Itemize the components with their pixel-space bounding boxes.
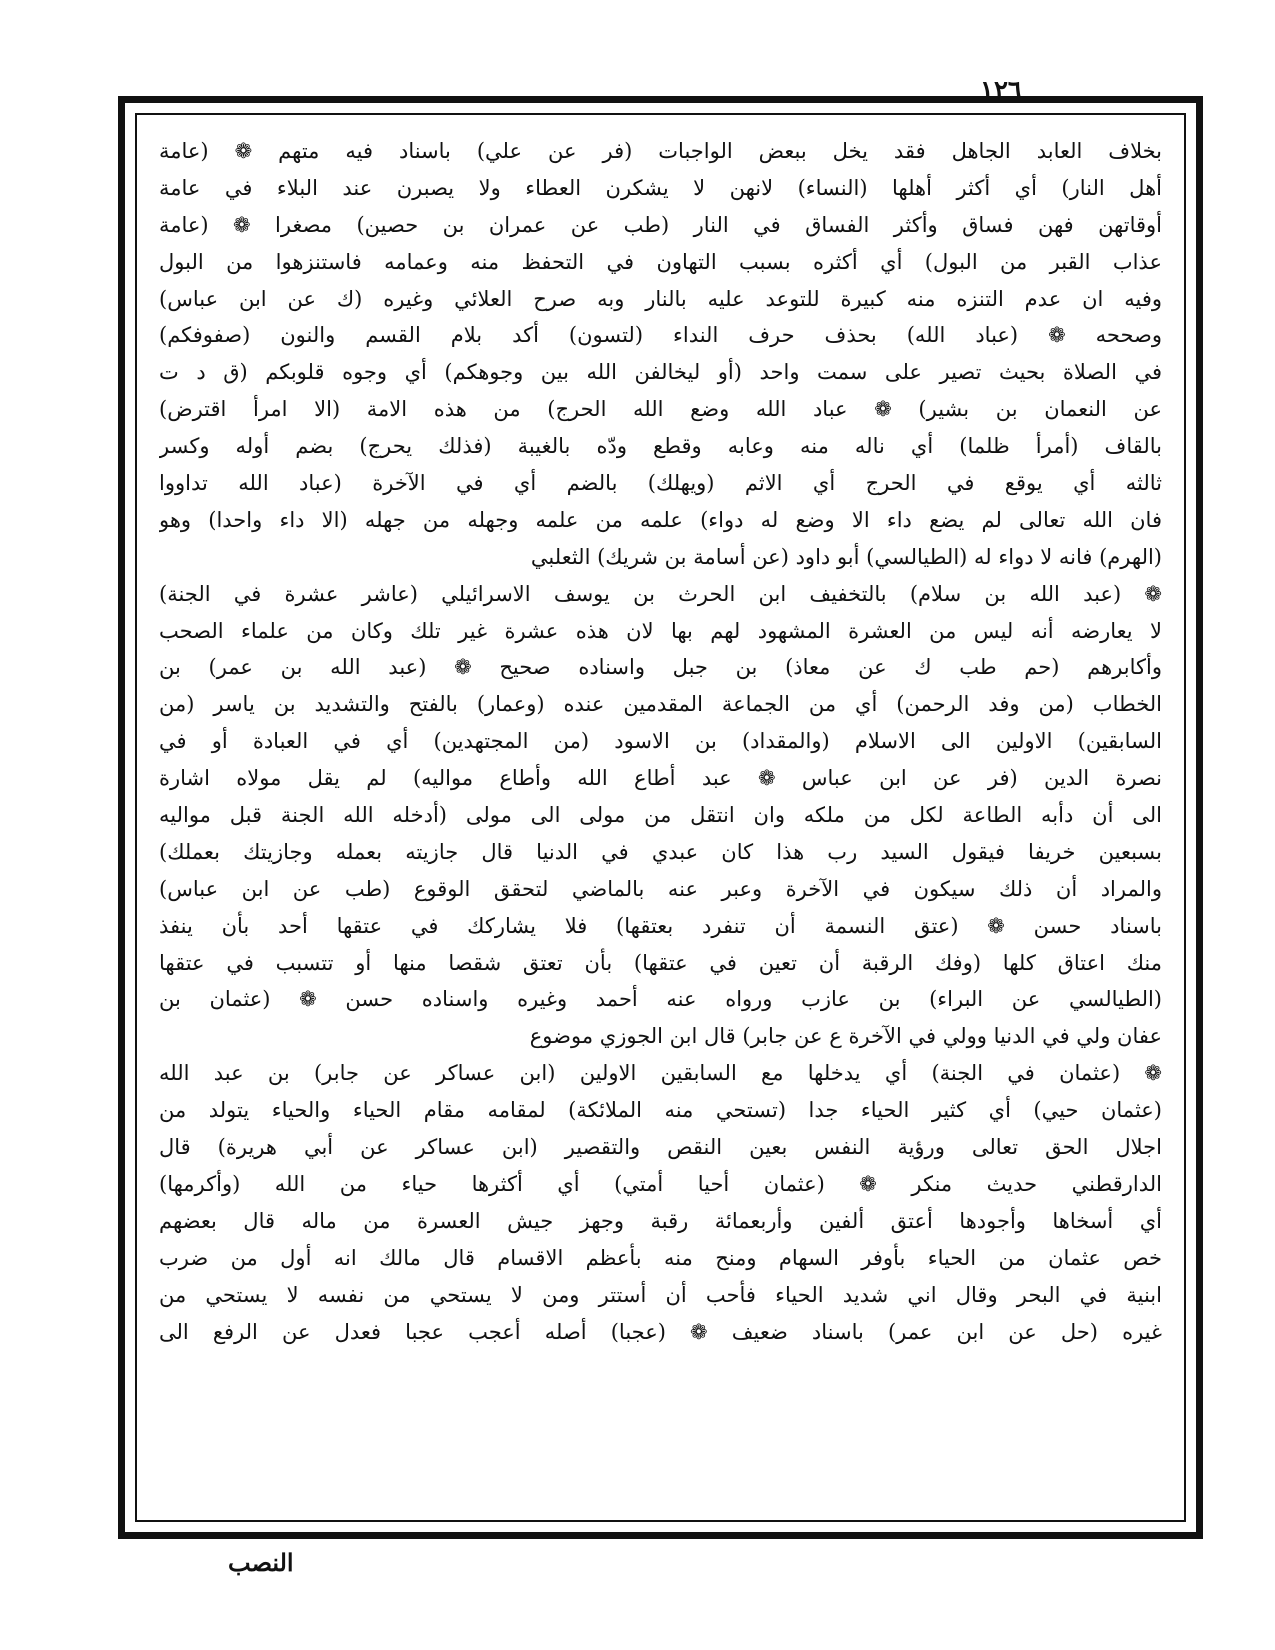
text-body <box>159 133 1162 1506</box>
text-line: السابقين) الاولين الى الاسلام (والمقداد) بن الاسود (من المجتهدين) أي في العبادة أو في <box>159 729 1162 754</box>
text-line: عفان ولي في الدنيا وولي في الآخرة ع عن جابر) قال ابن الجوزي موضوع <box>529 1024 1162 1049</box>
text-line: عن النعمان بن بشير) ❁ عباد الله وضع الله الحرج) من هذه الامة (الا امرأ اقترض) <box>159 397 1162 422</box>
text-line: باسناد حسن ❁ (عتق النسمة أن تنفرد بعتقها) فلا يشاركك في عتقها أحد بأن ينفذ <box>159 913 1162 938</box>
text-line: (عثمان حيي) أي كثير الحياء جدا (تستحي منه الملائكة) لمقامه مقام الحياء والحياء يتولد من <box>159 1098 1162 1123</box>
text-line: وصححه ❁ (عباد الله) بحذف حرف النداء (لتسون) أكد بلام القسم والنون (صفوفكم) <box>159 323 1162 348</box>
text-line: وفيه ان عدم التنزه منه كبيرة للتوعد عليه بالنار وبه صرح العلائي وغيره (ك عن ابن عباس) <box>159 286 1162 311</box>
text-line: لا يعارضه أنه ليس من العشرة المشهود لهم بها لان هذه عشرة غير تلك وكان من علماء الصحب <box>159 618 1162 643</box>
text-line: ❁ (عبد الله بن سلام) بالتخفيف ابن الحرث بن يوسف الاسرائيلي (عاشر عشرة في الجنة) <box>159 581 1162 606</box>
text-line: اجلال الحق تعالى ورؤية النفس بعين النقص والتقصير (ابن عساكر عن أبي هريرة) قال <box>159 1135 1162 1160</box>
text-line: الى أن دأبه الطاعة لكل من ملكه وان انتقل من مولى الى مولى (أدخله الله الجنة قبل مواليه <box>159 803 1162 828</box>
text-line: أهل النار) أي أكثر أهلها (النساء) لانهن لا يشكرن العطاء ولا يصبرن عند البلاء في عامة <box>159 175 1162 200</box>
text-line: أوقاتهن فهن فساق وأكثر الفساق في النار (طب عن عمران بن حصين) مصغرا ❁ (عامة <box>159 212 1162 237</box>
text-line: فان الله تعالى لم يضع داء الا وضع له دواء) علمه من علمه وجهله من جهله (الا داء واحدا) وهو <box>159 507 1162 532</box>
text-line: وأكابرهم (حم طب ك عن معاذ) بن جبل واسناده صحيح ❁ (عبد الله بن عمر) بن <box>159 655 1162 680</box>
text-line: أي أسخاها وأجودها أعتق ألفين وأربعمائة رقبة وجهز جيش العسرة من ماله قال بعضهم <box>159 1208 1162 1233</box>
text-line: في الصلاة بحيث تصير على سمت واحد (أو ليخالفن الله بين وجوهكم) أي وجوه قلوبكم (ق د ت <box>159 360 1162 385</box>
text-line: الدارقطني حديث منكر ❁ (عثمان أحيا أمتي) أي أكثرها حياء من الله (وأكرمها) <box>159 1171 1162 1196</box>
text-line: نصرة الدين (فر عن ابن عباس ❁ عبد أطاع الله وأطاع مواليه) لم يقل مولاه اشارة <box>159 766 1162 791</box>
text-line: بالقاف (أمرأ ظلما) أي ناله منه وعابه وقطع ودّه بالغيبة (فذلك يحرج) بضم أوله وكسر <box>159 434 1162 459</box>
text-line: منك اعتاق كلها (وفك الرقبة أن تعين في عتقها) بأن تعتق شقصا منها أو تتسبب في عتقها <box>159 950 1162 975</box>
page-number: ١٢٦ <box>980 76 1022 106</box>
text-line: خص عثمان من الحياء بأوفر السهام ومنح منه بأعظم الاقسام قال مالك انه أول من ضرب <box>159 1245 1162 1270</box>
text-line: بسبعين خريفا فيقول السيد رب هذا كان عبدي في الدنيا قال جازيته بعمله وجازيتك بعملك) <box>159 839 1162 864</box>
text-line: الخطاب (من وفد الرحمن) أي من الجماعة المقدمين عنده (وعمار) بالفتح والتشديد بن ياسر (من <box>159 692 1162 717</box>
text-line: عذاب القبر من البول) أي أكثره بسبب التهاون في التحفظ منه وعمامه فاستنزهوا من البول <box>159 249 1162 274</box>
text-line: (الطيالسي عن البراء) بن عازب ورواه عنه أحمد وغيره واسناده حسن ❁ (عثمان بن <box>159 987 1162 1012</box>
text-line: ❁ (عثمان في الجنة) أي يدخلها مع السابقين الاولين (ابن عساكر عن جابر) بن عبد الله <box>159 1061 1162 1086</box>
text-line: (الهرم) فانه لا دواء له (الطيالسي) أبو داود (عن أسامة بن شريك) الثعلبي <box>530 544 1162 569</box>
text-line: والمراد أن ذلك سيكون في الآخرة وعبر عنه بالماضي لتحقق الوقوع (طب عن ابن عباس) <box>159 876 1162 901</box>
inner-frame <box>135 113 1186 1522</box>
text-line: ابنية في البحر وقال اني شديد الحياء فأحب أن أستتر ومن لا يستحي من نفسه لا يستحي من <box>159 1282 1162 1307</box>
text-line: بخلاف العابد الجاهل فقد يخل ببعض الواجبات (فر عن علي) باسناد فيه متهم ❁ (عامة <box>159 139 1162 163</box>
page-frame <box>118 96 1203 1539</box>
text-line: ثالثه أي يوقع في الحرج أي الاثم (ويهلك) بالضم أي في الآخرة (عباد الله تداووا <box>159 471 1162 496</box>
text-line: غيره (حل عن ابن عمر) باسناد ضعيف ❁ (عجبا) أصله أعجب عجبا فعدل عن الرفع الى <box>159 1319 1162 1344</box>
catchword: النصب <box>228 1548 294 1577</box>
